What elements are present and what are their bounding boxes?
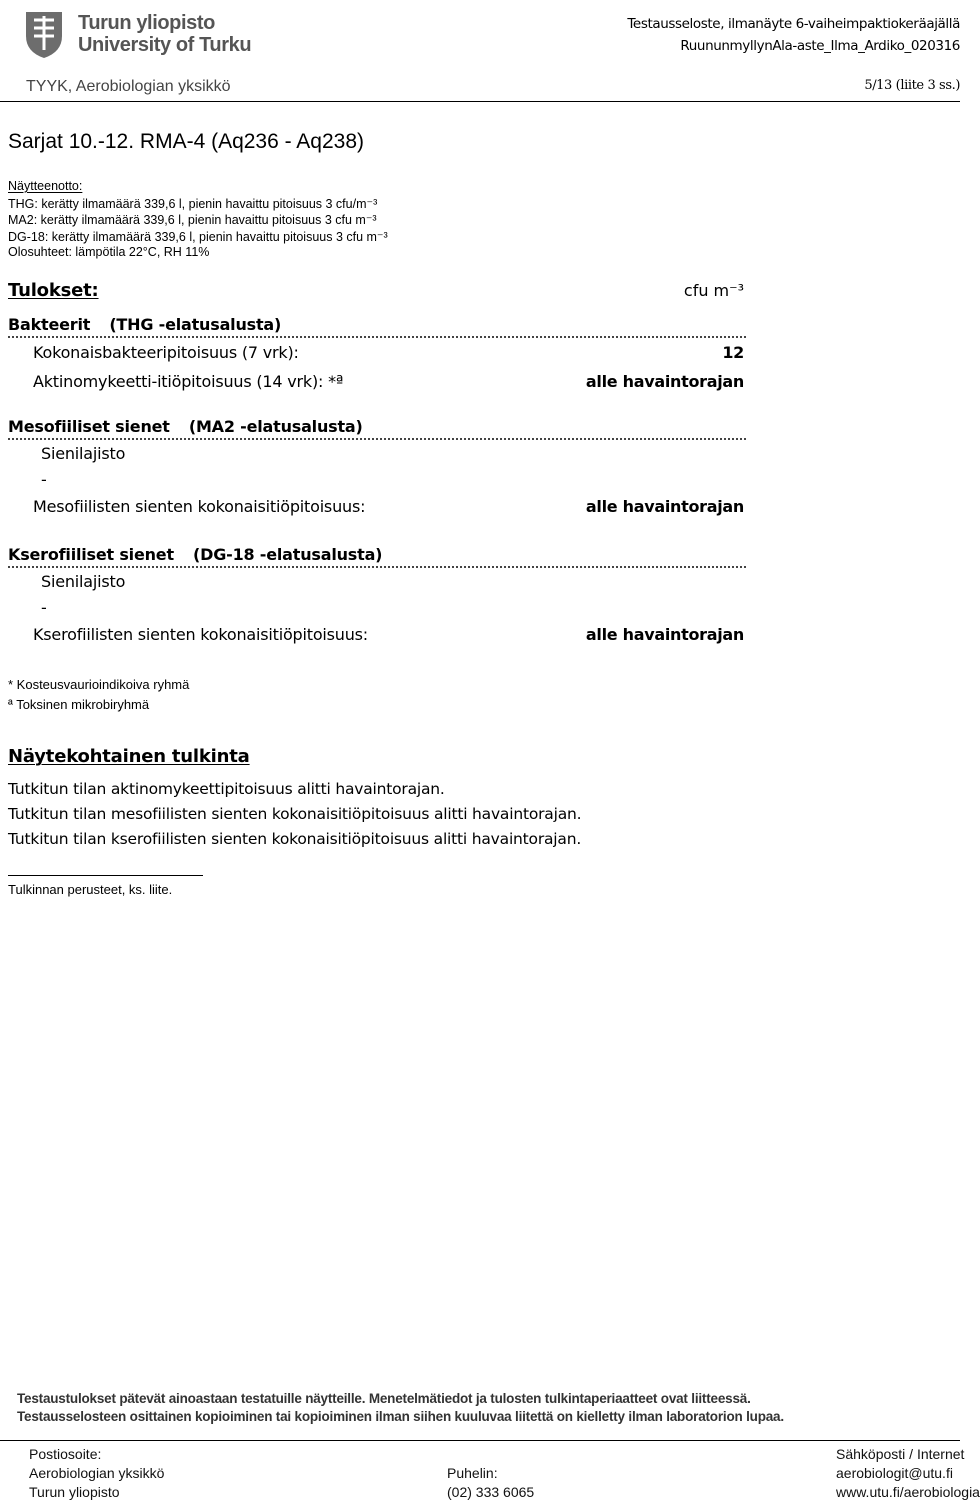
postal-line-2: Turun yliopisto — [29, 1484, 120, 1500]
xerophilic-species-label: Sienilajisto — [41, 572, 126, 591]
bacteria-name: Bakteerit — [8, 315, 91, 334]
document-title: Testausseloste, ilmanäyte 6-vaiheimpaktiokeräajällä — [627, 16, 960, 32]
basis-divider — [8, 875, 203, 876]
page-number: 5/13 (liite 3 ss.) — [864, 78, 960, 93]
footer-disclaimer-1: Testaustulokset pätevät ainoastaan testatuille näytteille. Menetelmätiedot ja tulosten tulkintaperiaatteet ovat liitteessä. — [17, 1391, 751, 1406]
sampling-line-ma2: MA2: kerätty ilmamäärä 339,6 l, pienin havaittu pitoisuus 3 cfu m⁻³ — [8, 213, 377, 227]
xerophilic-name: Kserofiiliset sienet — [8, 545, 174, 564]
sampling-line-thg: THG: kerätty ilmamäärä 339,6 l, pienin havaittu pitoisuus 3 cfu/m⁻³ — [8, 197, 378, 211]
bacteria-heading — [8, 315, 281, 334]
mesophilic-name: Mesofiiliset sienet — [8, 417, 170, 436]
interpretation-line-xerophilic: Tutkitun tilan kserofiilisten sienten kokonaisitiöpitoisuus alitti havaintorajan. — [8, 830, 582, 848]
xerophilic-total-value: alle havaintorajan — [585, 625, 744, 644]
bacteria-medium: (THG -elatusalusta) — [109, 315, 282, 334]
postal-label: Postiosoite: — [29, 1446, 102, 1462]
logo-text-english: University of Turku — [78, 34, 252, 56]
mesophilic-heading — [8, 417, 363, 436]
interpretation-heading: Näytekohtainen tulkinta — [8, 746, 250, 767]
footer-postal-address — [29, 1445, 164, 1502]
mesophilic-divider — [8, 438, 746, 440]
results-unit: cfu m⁻³ — [683, 281, 744, 300]
interpretation-line-mesophilic: Tutkitun tilan mesofiilisten sienten kokonaisitiöpitoisuus alitti havaintorajan. — [8, 805, 582, 823]
university-logo — [22, 6, 252, 60]
sampling-heading: Näytteenotto: — [8, 179, 83, 193]
contact-label: Sähköposti / Internet — [836, 1446, 965, 1462]
footer-contact — [836, 1445, 980, 1502]
mesophilic-total-label: Mesofiilisten sienten kokonaisitiöpitoisuus: — [33, 497, 366, 516]
logo-text-finnish: Turun yliopisto — [78, 12, 215, 34]
phone-label: Puhelin: — [447, 1465, 498, 1481]
header-divider — [0, 101, 960, 102]
total-bacteria-value: 12 — [722, 343, 744, 362]
postal-line-1: Aerobiologian yksikkö — [29, 1465, 165, 1481]
xerophilic-species-value: - — [41, 598, 47, 617]
footer-divider — [0, 1440, 960, 1441]
actinomycete-value: alle havaintorajan — [585, 372, 744, 391]
document-id: RuununmyllynAla-aste_Ilma_Ardiko_020316 — [680, 38, 960, 54]
footer-phone — [447, 1464, 534, 1502]
xerophilic-total-label: Kserofiilisten sienten kokonaisitiöpitoisuus: — [33, 625, 368, 644]
mesophilic-species-value: - — [41, 470, 47, 489]
total-bacteria-label: Kokonaisbakteeripitoisuus (7 vrk): — [33, 343, 299, 362]
unit-name: TYYK, Aerobiologian yksikkö — [26, 78, 231, 95]
mesophilic-medium: (MA2 -elatusalusta) — [188, 417, 363, 436]
sampling-conditions: Olosuhteet: lämpötila 22°C, RH 11% — [8, 245, 210, 259]
footer-disclaimer-2: Testausselosteen osittainen kopioiminen tai kopioiminen ilman siihen kuuluvaa liitettä on kielletty ilman laboratorion lupaa. — [17, 1409, 784, 1424]
phone-value: (02) 333 6065 — [447, 1484, 535, 1500]
xerophilic-divider — [8, 566, 746, 568]
note-toxic-group: ª Toksinen mikrobiryhmä — [8, 697, 150, 712]
series-title: Sarjat 10.-12. RMA-4 (Aq236 - Aq238) — [8, 130, 365, 153]
results-heading: Tulokset: — [8, 280, 99, 301]
xerophilic-medium: (DG-18 -elatusalusta) — [193, 545, 383, 564]
university-emblem-icon — [22, 6, 66, 60]
contact-url[interactable]: www.utu.fi/aerobiologia — [836, 1484, 980, 1500]
interpretation-basis: Tulkinnan perusteet, ks. liite. — [8, 882, 173, 897]
actinomycete-label: Aktinomykeetti-itiöpitoisuus (14 vrk): *ª — [33, 372, 344, 391]
interpretation-line-actinomycetes: Tutkitun tilan aktinomykeettipitoisuus alitti havaintorajan. — [8, 780, 445, 798]
sampling-line-dg18: DG-18: kerätty ilmamäärä 339,6 l, pienin havaittu pitoisuus 3 cfu m⁻³ — [8, 230, 388, 244]
bacteria-divider — [8, 336, 746, 338]
mesophilic-total-value: alle havaintorajan — [585, 497, 744, 516]
contact-email[interactable]: aerobiologit@utu.fi — [836, 1465, 953, 1481]
xerophilic-heading — [8, 545, 382, 564]
mesophilic-species-label: Sienilajisto — [41, 444, 126, 463]
note-moisture-indicator: * Kosteusvaurioindikoiva ryhmä — [8, 677, 190, 692]
